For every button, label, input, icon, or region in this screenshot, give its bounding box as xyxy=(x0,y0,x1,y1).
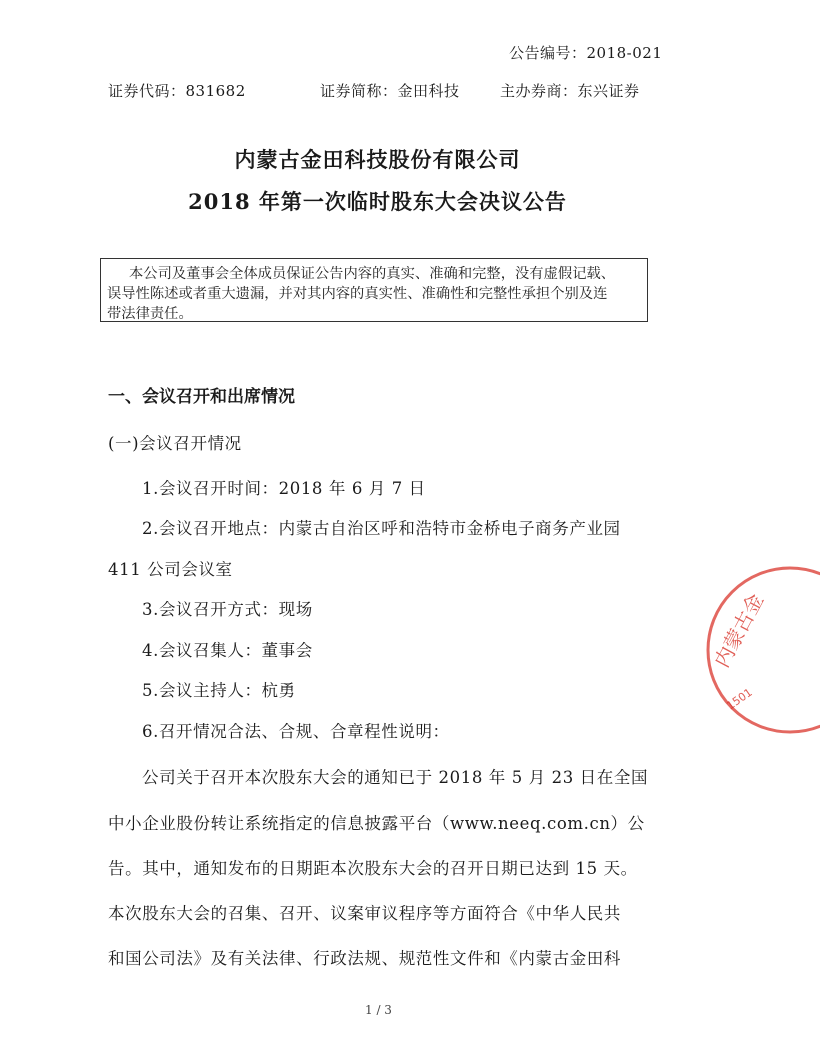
page-number: 1 / 3 xyxy=(365,1003,392,1017)
security-code: 证券代码：831682 xyxy=(108,82,246,100)
meeting-chair: 5.会议主持人：杭勇 xyxy=(142,681,296,700)
paragraph-line: 中小企业股份转让系统指定的信息披露平台（www.neeq.com.cn）公 xyxy=(108,814,645,833)
disclaimer-line: 带法律责任。 xyxy=(107,306,193,322)
section-heading: 一、会议召开和出席情况 xyxy=(108,387,295,407)
meeting-convener: 4.会议召集人：董事会 xyxy=(142,641,313,660)
company-seal-stamp xyxy=(700,560,820,740)
meeting-location-cont: 411 公司会议室 xyxy=(108,560,233,579)
paragraph-line: 本次股东大会的召集、召开、议案审议程序等方面符合《中华人民共 xyxy=(108,904,621,923)
paragraph-line: 告。其中，通知发布的日期距本次股东大会的召开日期已达到 15 天。 xyxy=(108,859,638,878)
paragraph-line: 和国公司法》及有关法律、行政法规、规范性文件和《内蒙古金田科 xyxy=(108,949,621,968)
meeting-time: 1.会议召开时间：2018 年 6 月 7 日 xyxy=(142,479,426,498)
document-title-subject: 2018 年第一次临时股东大会决议公告 xyxy=(188,189,567,214)
paragraph-line: 公司关于召开本次股东大会的通知已于 2018 年 5 月 23 日在全国 xyxy=(142,768,649,787)
disclaimer-line: 本公司及董事会全体成员保证公告内容的真实、准确和完整，没有虚假记载、 xyxy=(129,266,616,282)
announcement-number: 公告编号：2018-021 xyxy=(509,44,663,62)
svg-text:1501: 1501 xyxy=(724,685,755,713)
meeting-location: 2.会议召开地点：内蒙古自治区呼和浩特市金桥电子商务产业园 xyxy=(142,519,621,538)
meeting-method: 3.会议召开方式：现场 xyxy=(142,600,313,619)
document-title-company: 内蒙古金田科技股份有限公司 xyxy=(234,147,521,172)
svg-text:内蒙古金: 内蒙古金 xyxy=(709,589,769,672)
sponsor-broker: 主办券商：东兴证券 xyxy=(500,82,640,100)
disclaimer-line: 误导性陈述或者重大遗漏，并对其内容的真实性、准确性和完整性承担个别及连 xyxy=(107,286,608,302)
subsection-heading: (一)会议召开情况 xyxy=(108,434,242,453)
security-name: 证券简称：金田科技 xyxy=(320,82,460,100)
disclaimer-box xyxy=(100,258,648,322)
compliance-heading: 6.召开情况合法、合规、合章程性说明： xyxy=(142,722,450,741)
